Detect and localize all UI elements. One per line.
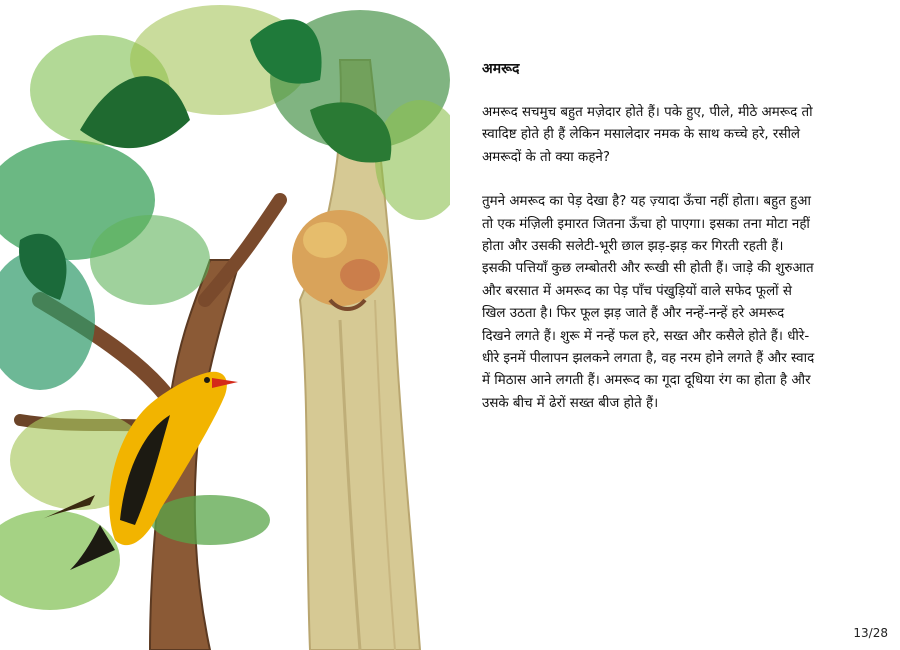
paragraph-line: खिल उठता है। फिर फूल झड़ जाते हैं और नन्हें-नन्हें हरे अमरूद: [482, 306, 785, 322]
paragraph-line: इसकी पत्तियाँ कुछ लम्बोतरी और रूखी सी होती हैं। जाड़े की शुरुआत: [482, 261, 814, 277]
paragraph-line: उसके बीच में ढेरों सख्त बीज होते हैं।: [482, 395, 659, 411]
article-text: [482, 58, 882, 437]
page-number: 13/28: [853, 626, 888, 640]
paragraph-2: [482, 191, 882, 415]
paragraph-line: दिखने लगते हैं। शुरू में नन्हें फल हरे, सख्त और कसैले होते हैं। धीरे-: [482, 328, 810, 344]
paragraph-line: तो एक मंज़िली इमारत जितना ऊँचा हो पाएगा। इसका तना मोटा नहीं: [482, 216, 810, 232]
paragraph-1: [482, 102, 882, 169]
paragraph-line: में मिठास आने लगती हैं। अमरूद का गूदा दूधिया रंग का होता है और: [482, 373, 811, 389]
paragraph-line: स्वादिष्ट होते ही हैं लेकिन मसालेदार नमक के साथ कच्चे हरे, रसीले: [482, 127, 801, 143]
paragraph-line: अमरूद सचमुच बहुत मज़ेदार होते हैं। पके हुए, पीले, मीठे अमरूद तो: [482, 105, 813, 120]
paragraph-line: तुमने अमरूद का पेड़ देखा है? यह ज़्यादा ऊँचा नहीं होता। बहुत हुआ: [482, 194, 811, 210]
paragraph-line: और बरसात में अमरूद का पेड़ पाँच पंखुड़ियों वाले सफेद फूलों से: [482, 283, 792, 299]
paragraph-line: अमरूदों के तो क्या कहने?: [482, 149, 610, 165]
paragraph-line: धीरे इनमें पीलापन झलकने लगता है, वह नरम होने लगते हैं और स्वाद: [482, 351, 815, 367]
page-title: अमरूद: [482, 61, 520, 77]
paragraph-line: होता और उसकी सलेटी-भूरी छाल झड़-झड़ कर गिरती रहती हैं।: [482, 239, 784, 255]
